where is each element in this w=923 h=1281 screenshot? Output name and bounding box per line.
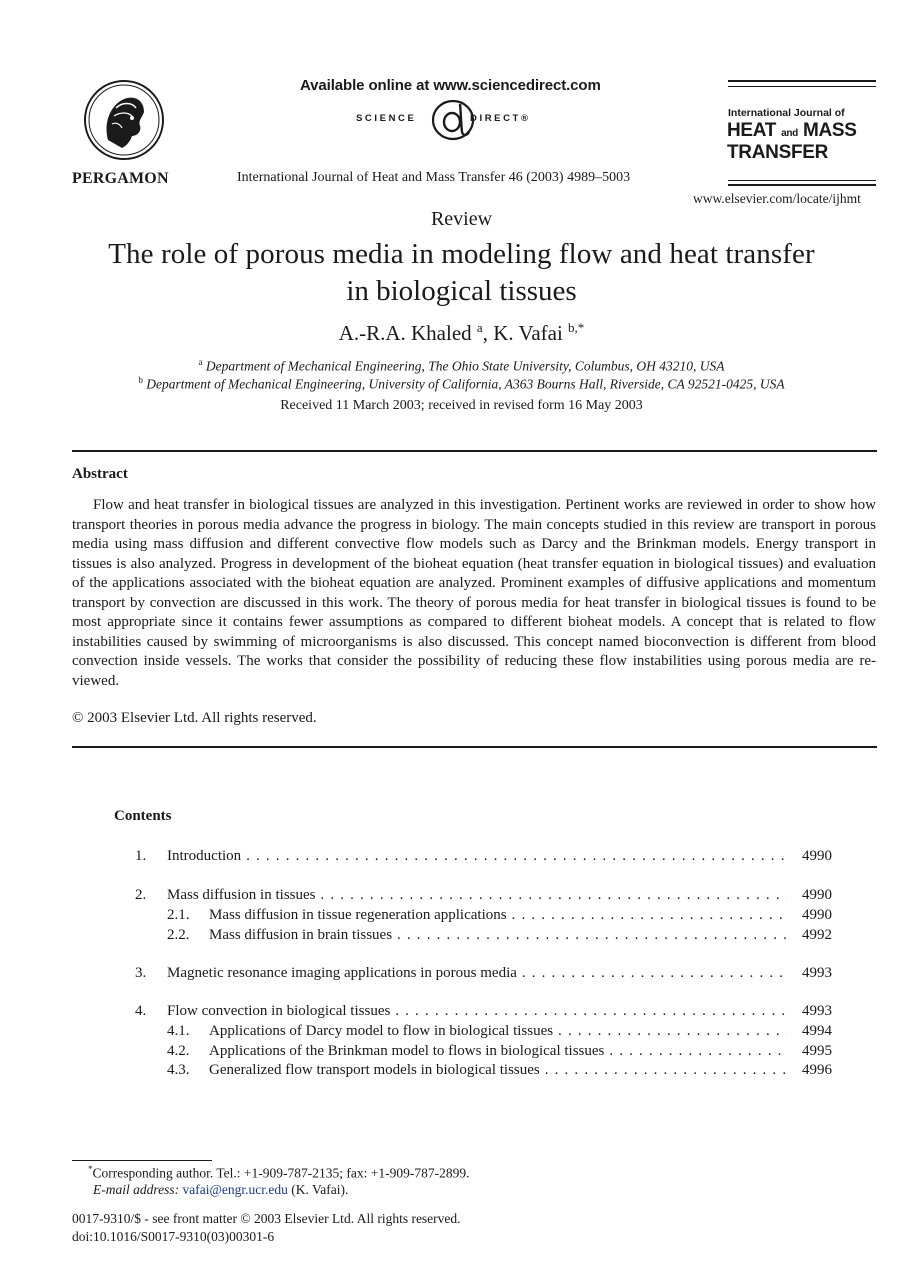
toc-entry[interactable] [0, 963, 923, 983]
affiliation-mark: a [198, 357, 203, 367]
toc-entry[interactable] [0, 1001, 923, 1021]
publisher-name: PERGAMON [72, 170, 169, 187]
author-affiliation-mark: a [476, 320, 483, 335]
toc-title: Generalized flow transport models in biological tissues . . . [209, 1060, 787, 1080]
toc-title: Mass diffusion in brain tissues . . . [209, 925, 787, 945]
toc-page: 4990 [802, 907, 832, 923]
email-label: E-mail address: [93, 1182, 180, 1197]
author-name: A.-R.A. Khaled [338, 321, 472, 345]
footnote-rule [72, 1160, 212, 1161]
author-name: K. Vafai [493, 321, 563, 345]
affiliation-text: Department of Mechanical Engineering, The Ohio State University, Columbus, OH 43210, USA [205, 358, 725, 374]
toc-entry[interactable] [0, 905, 923, 925]
toc-title: Introduction . . . [167, 846, 787, 866]
journal-citation: International Journal of Heat and Mass Transfer 46 (2003) 4989–5003 [237, 170, 631, 185]
toc-entry[interactable] [0, 1021, 923, 1041]
copyright-notice: © 2003 Elsevier Ltd. All rights reserved. [72, 710, 317, 726]
article-title-line2: in biological tissues [346, 275, 577, 307]
toc-title: Magnetic resonance imaging applications in porous media . . . [167, 963, 787, 983]
email-owner: (K. Vafai). [291, 1182, 349, 1197]
footnote-text: Corresponding author. Tel.: +1-909-787-2135; fax: +1-909-787-2899. [92, 1165, 470, 1181]
abstract-rule-bottom [72, 746, 877, 748]
toc-entry[interactable] [0, 885, 923, 905]
affiliation [0, 375, 923, 393]
toc-page: 4995 [802, 1043, 832, 1059]
journal-logo-heat-mass [727, 121, 857, 144]
abstract-rule-top [72, 450, 877, 452]
journal-logo-rule [728, 86, 876, 87]
received-dates: Received 11 March 2003; received in revised form 16 May 2003 [280, 398, 643, 413]
toc-title: Flow convection in biological tissues . . . [167, 1001, 787, 1021]
article-type: Review [430, 208, 493, 230]
toc-number: 4. [135, 1003, 147, 1019]
abstract-body: Flow and heat transfer in biological tissues are analyzed in this investigation. Pertinent works are reviewed in order to show how transport theories in porous media advance the progress in biology. The main concepts studied in this review are transport in porous media using mass diffusion and different convective flow models such as Darcy and the Brinkman models. Energy transport in tissues is also analyzed. Progress in development of the bioheat equation (heat transfer equation in biological tissues) and evaluation of the applications associated with the bioheat equation are analyzed. Prominent examples of diffusive applications and momentum transport by convection are discussed in this work. The theory of porous media for heat transfer in biological tissues is found to be most appropriate since it contains fewer assumptions as compared to different bioheat models. A concept that is related to flow instabilities caused by swimming of microorganisms is also discussed. This concept named bioconvection is different from blood convection inside vessels. The works that consider the possibility of reducing these flow instabilities using porous media are re-viewed. [72, 497, 876, 689]
journal-logo-and: and [781, 128, 798, 139]
journal-url[interactable]: www.elsevier.com/locate/ijhmt [693, 191, 861, 206]
toc-title: Mass diffusion in tissues . . . [167, 885, 787, 905]
journal-logo-transfer: TRANSFER [727, 142, 829, 163]
toc-number: 4.2. [167, 1043, 190, 1059]
journal-logo-rule [728, 184, 876, 186]
email-note [93, 1182, 348, 1198]
journal-logo-heat: HEAT [727, 120, 777, 141]
affiliation-text: Department of Mechanical Engineering, University of California, A363 Bourns Hall, Riverside, CA 92521-0425, USA [146, 376, 785, 392]
author-affiliation-mark: b,* [568, 320, 585, 335]
sciencedirect-logo-left: SCIENCE [356, 113, 417, 124]
toc-number: 2. [135, 887, 147, 903]
author-list: A.-R.A. Khaled $^a$, K. Vafai $^{b,*}$ [338, 320, 585, 345]
toc-entry[interactable] [0, 1060, 923, 1080]
toc-page: 4994 [802, 1023, 832, 1039]
article-title-line1: The role of porous media in modeling flow and heat transfer [108, 238, 815, 270]
toc-page: 4990 [802, 887, 832, 903]
toc-number: 2.1. [167, 907, 190, 923]
affiliation [0, 357, 923, 375]
journal-logo-rule [728, 180, 876, 181]
toc-page: 4990 [802, 848, 832, 864]
pergamon-logo-icon [82, 78, 166, 162]
corresponding-author-note [88, 1164, 469, 1182]
journal-logo-line1: International Journal of [728, 107, 845, 119]
journal-logo-mass: MASS [802, 120, 857, 141]
journal-logo-rule [728, 80, 876, 82]
toc-title: Mass diffusion in tissue regeneration applications . . . [209, 905, 787, 925]
contents-heading: Contents [114, 808, 172, 824]
toc-page: 4993 [802, 965, 832, 981]
email-link[interactable]: vafai@engr.ucr.edu [182, 1182, 288, 1197]
abstract-heading: Abstract [72, 466, 128, 482]
toc-page: 4993 [802, 1003, 832, 1019]
toc-page: 4996 [802, 1062, 832, 1078]
doi-line[interactable]: doi:10.1016/S0017-9310(03)00301-6 [72, 1229, 275, 1244]
toc-entry[interactable] [0, 846, 923, 866]
toc-title: Applications of the Brinkman model to flows in biological tissues . . . [209, 1041, 787, 1061]
issn-line: 0017-9310/$ - see front matter © 2003 Elsevier Ltd. All rights reserved. [72, 1211, 461, 1226]
toc-number: 1. [135, 848, 147, 864]
available-online-text: Available online at www.sciencedirect.com [300, 77, 601, 94]
toc-entry[interactable] [0, 1041, 923, 1061]
toc-number: 4.3. [167, 1062, 190, 1078]
toc-title: Applications of Darcy model to flow in biological tissues . . . [209, 1021, 787, 1041]
toc-entry[interactable] [0, 925, 923, 945]
toc-page: 4992 [802, 927, 832, 943]
toc-number: 3. [135, 965, 147, 981]
toc-number: 4.1. [167, 1023, 190, 1039]
affiliation-mark: b [138, 375, 143, 385]
toc-number: 2.2. [167, 927, 190, 943]
footnote-mark: * [88, 1164, 93, 1174]
sciencedirect-logo-right: DIRECT® [470, 113, 531, 124]
